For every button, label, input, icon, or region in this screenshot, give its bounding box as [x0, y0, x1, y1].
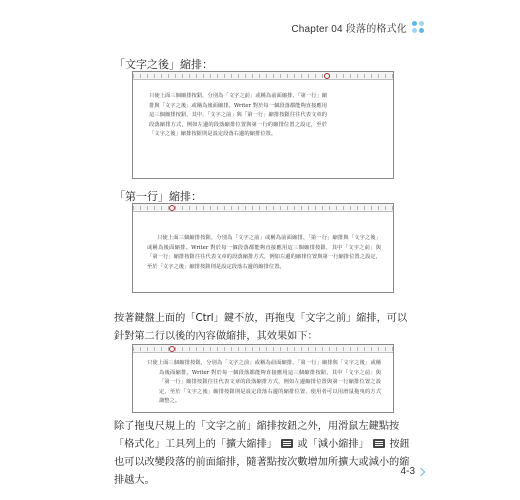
page-number [401, 466, 424, 477]
ctrl-instruction: 按著鍵盤上面的「Ctrl」鍵不放，再拖曳「文字之前」縮排，可以針對第二行以後的內容做縮排，其效果如下： [114, 313, 408, 342]
screenshot-after-text [132, 71, 394, 179]
chevron-right-icon [417, 467, 425, 475]
paragraph-text-part3: 按鈕也可以改變段落的前面縮排，隨著點按次數增加所擴大或減小的縮排越大。 [114, 439, 410, 486]
ruler [133, 204, 393, 212]
highlight-circle-icon [169, 346, 175, 352]
highlight-circle-icon [169, 205, 175, 211]
increase-indent-icon [281, 439, 293, 448]
ruler [133, 345, 393, 353]
ruler [133, 72, 393, 80]
paragraph-text-part2: 或「減小縮排」 [297, 439, 369, 450]
caption-after-text: 「文字之後」縮排： [114, 58, 213, 71]
page-header [291, 18, 424, 36]
highlight-circle-icon [324, 73, 330, 79]
chapter-dots-icon [412, 21, 424, 33]
sample-paragraph: 只使上面三個縮排按鈕，分別為「文字之前」或稱為前面縮排、「第一行」縮排與「文字之後」或稱為後面縮排。Writer 對於每一個段落都能夠直接應用這三個縮排按鈕，其中，「文字之前」與「第一行」縮排按鈕往往代表文章的段落縮排方式，例如左邊的段落縮排位置與第一行的縮排位置之設定，至於「文字之後」縮排按鈕則是設定段落右邊的縮排位置。 [149, 93, 327, 138]
screenshot-ctrl-indent [132, 344, 394, 413]
sample-paragraph: 只使上面三個縮排按鈕，分別為「文字之前」或稱為前面縮排、「第一行」縮排與「文字之後」或稱為後面縮排。Writer 對於每一個段落都能夠直接應用這三個縮排按鈕，其中「文字之前」與「第一行」縮排按鈕往往代表文章的段落縮排方式，例如左邊縮排位置與第一行縮排位置之設定，至於「文字之後」縮排按鈕則是設定段落右邊的縮排位置，使用者可以用滑鼠拖曳的方式調整之。 [147, 360, 381, 405]
indent-buttons-paragraph [114, 418, 410, 490]
sample-document [133, 353, 393, 417]
caption-first-line: 「第一行」縮排： [114, 190, 202, 203]
paragraph-text-part1: 除了拖曳尺規上的「文字之前」縮排按鈕之外，用滑鼠左鍵點按「格式化」工具列上的「擴大縮排」 [114, 421, 400, 450]
screenshot-first-line [132, 203, 394, 293]
page-number-label: 4-3 [400, 466, 415, 477]
chapter-title: Chapter 04 段落的格式化 [291, 23, 407, 35]
decrease-indent-icon [373, 439, 385, 448]
sample-paragraph: 只使上面三個縮排按鈕，分別為「文字之前」或稱為前面縮排、「第一行」縮排與「文字之後」或稱為後面縮排。Writer 對於每一個段落都能夠直接應用這三個縮排按鈕，其中「文字之前」與「第一行」縮排按鈕往往代表文章的段落縮排方式，例如左邊的縮排位置與第一行縮排位置之設定，至於「文字之後」縮排按鈕則是設定段落右邊的縮排位置。 [147, 235, 381, 270]
sample-document [133, 80, 393, 150]
sample-document [133, 212, 393, 282]
